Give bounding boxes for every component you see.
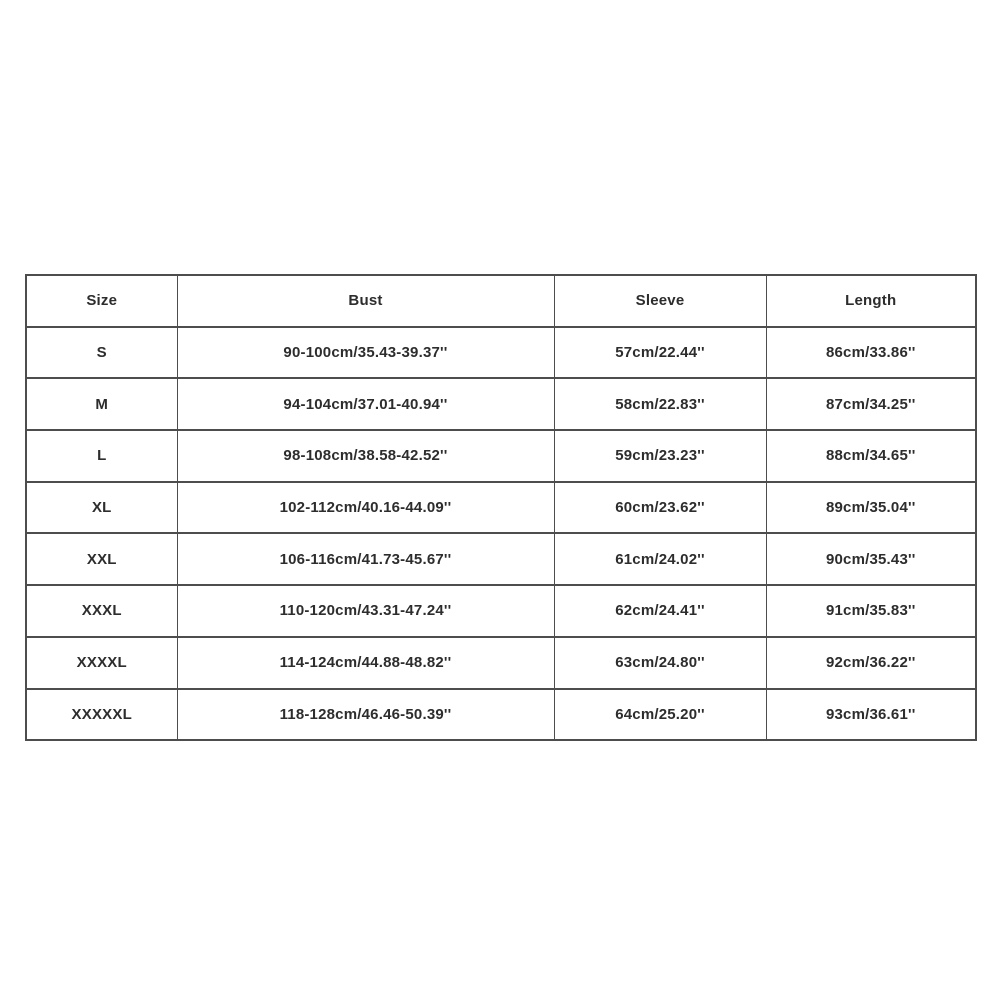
- cell-bust: 106-116cm/41.73-45.67'': [177, 533, 554, 585]
- cell-size: M: [26, 378, 177, 430]
- cell-sleeve: 63cm/24.80'': [554, 637, 766, 689]
- cell-size: S: [26, 327, 177, 379]
- table-row: [26, 482, 976, 534]
- cell-bust: 114-124cm/44.88-48.82'': [177, 637, 554, 689]
- cell-sleeve: 58cm/22.83'': [554, 378, 766, 430]
- table-row: [26, 533, 976, 585]
- cell-bust: 94-104cm/37.01-40.94'': [177, 378, 554, 430]
- cell-length: 86cm/33.86'': [766, 327, 976, 379]
- header-bust: Bust: [177, 275, 554, 327]
- cell-bust: 98-108cm/38.58-42.52'': [177, 430, 554, 482]
- cell-length: 92cm/36.22'': [766, 637, 976, 689]
- table-row: [26, 327, 976, 379]
- cell-length: 90cm/35.43'': [766, 533, 976, 585]
- cell-size: XXL: [26, 533, 177, 585]
- header-row: [26, 275, 976, 327]
- size-chart-table: [25, 274, 977, 741]
- cell-bust: 102-112cm/40.16-44.09'': [177, 482, 554, 534]
- table-row: [26, 430, 976, 482]
- cell-size: XXXXXL: [26, 689, 177, 741]
- cell-size: XXXXL: [26, 637, 177, 689]
- cell-sleeve: 61cm/24.02'': [554, 533, 766, 585]
- cell-bust: 90-100cm/35.43-39.37'': [177, 327, 554, 379]
- header-sleeve: Sleeve: [554, 275, 766, 327]
- cell-bust: 118-128cm/46.46-50.39'': [177, 689, 554, 741]
- cell-length: 87cm/34.25'': [766, 378, 976, 430]
- cell-size: XL: [26, 482, 177, 534]
- table-row: [26, 689, 976, 741]
- header-size: Size: [26, 275, 177, 327]
- cell-sleeve: 57cm/22.44'': [554, 327, 766, 379]
- cell-bust: 110-120cm/43.31-47.24'': [177, 585, 554, 637]
- table-row: [26, 637, 976, 689]
- cell-length: 89cm/35.04'': [766, 482, 976, 534]
- cell-size: L: [26, 430, 177, 482]
- cell-sleeve: 64cm/25.20'': [554, 689, 766, 741]
- cell-sleeve: 62cm/24.41'': [554, 585, 766, 637]
- cell-length: 88cm/34.65'': [766, 430, 976, 482]
- table-row: [26, 378, 976, 430]
- cell-sleeve: 60cm/23.62'': [554, 482, 766, 534]
- size-chart: [25, 274, 975, 722]
- table-row: [26, 585, 976, 637]
- cell-length: 93cm/36.61'': [766, 689, 976, 741]
- header-length: Length: [766, 275, 976, 327]
- cell-size: XXXL: [26, 585, 177, 637]
- cell-length: 91cm/35.83'': [766, 585, 976, 637]
- cell-sleeve: 59cm/23.23'': [554, 430, 766, 482]
